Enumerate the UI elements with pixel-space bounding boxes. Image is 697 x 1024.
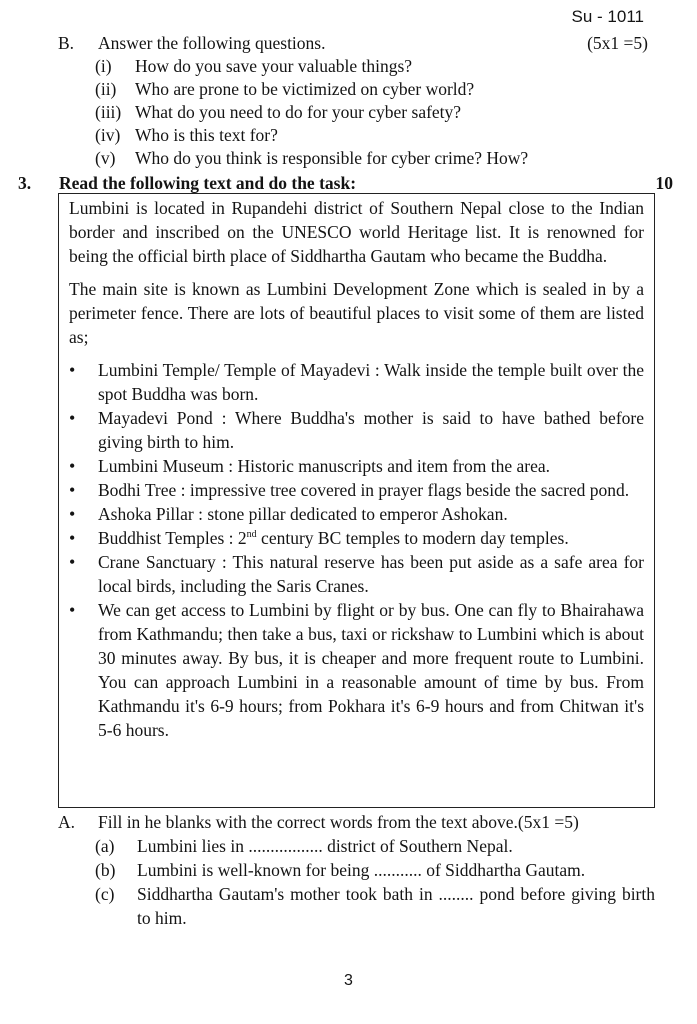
blank-item: [58, 834, 655, 858]
section-a: [58, 810, 655, 930]
section-b-label: B.: [58, 33, 75, 53]
passage-paragraph-1: Lumbini is located in Rupandehi district of Southern Nepal close to the Indian border and inscribed on the UNESCO world Heritage list. It is renowned for being the official birth place of Siddhartha Gautam who became the Buddha.: [69, 198, 644, 266]
places-list: [69, 358, 644, 742]
question-text: Who do you think is responsible for cyber crime? How?: [135, 148, 529, 168]
section-b-header: [58, 32, 648, 55]
section-b: [58, 32, 648, 170]
question-item: [58, 147, 648, 170]
section-a-instruction: Fill in he blanks with the correct words from the text above.(5x1 =5): [98, 812, 579, 832]
list-item: • Mayadevi Pond : Where Buddha's mother is said to have bathed before giving birth to him.: [98, 406, 644, 454]
section-b-marks: (5x1 =5): [587, 33, 648, 53]
list-item: • Lumbini Museum : Historic manuscripts and item from the area.: [98, 454, 644, 478]
question-3-header: [18, 172, 673, 194]
question-text: Who is this text for?: [135, 125, 278, 145]
blank-number: (c): [95, 884, 115, 904]
list-item: • Bodhi Tree : impressive tree covered in prayer flags beside the sacred pond.: [98, 478, 644, 502]
question-text: Who are prone to be victimized on cyber world?: [135, 79, 475, 99]
ordinal-suffix: nd: [246, 529, 257, 541]
list-item: • We can get access to Lumbini by flight or by bus. One can fly to Bhairahawa from Kathmandu; then take a bus, taxi or rickshaw to Lumbini which is about 30 minutes away. By bus, it is cheaper and more frequent route to Lumbini. You can approach Lumbini in a reasonable amount of time by bus. From Kathmandu it's 6-9 hours; from Pokhara it's 6-9 hours and from Chitwan it's 5-6 hours.: [98, 598, 644, 742]
question-item: [58, 78, 648, 101]
temples-text: Buddhist Temples : 2: [98, 528, 247, 548]
question-text: What do you need to do for your cyber safety?: [135, 102, 462, 122]
question-number: (i): [95, 56, 112, 76]
question-item: [58, 101, 648, 124]
question-number: (iv): [95, 125, 121, 145]
question-text: How do you save your valuable things?: [135, 56, 413, 76]
blank-text: Lumbini is well-known for being ........... of Siddhartha Gautam.: [137, 860, 586, 880]
list-item: • Crane Sanctuary : This natural reserve has been put aside as a safe area for local birds, including the Saris Cranes.: [98, 550, 644, 598]
page-number: 3: [344, 972, 353, 989]
blank-text: Lumbini lies in ................. district of Southern Nepal.: [137, 836, 513, 856]
section-a-header: [58, 810, 655, 834]
temples-text-rest: century BC temples to modern day temples.: [256, 528, 569, 548]
passage-paragraph-2: The main site is known as Lumbini Development Zone which is sealed in by a perimeter fence. There are lots of beautiful places to visit some of them are listed as;: [69, 279, 644, 347]
section-b-instruction: Answer the following questions.: [98, 33, 326, 53]
list-item: [98, 526, 644, 550]
blank-number: (a): [95, 836, 115, 856]
blank-text: Siddhartha Gautam's mother took bath in ........ pond before giving birth to him.: [137, 884, 655, 928]
question-3-title: Read the following text and do the task:: [59, 173, 357, 193]
question-3-number: 3.: [18, 173, 32, 193]
list-item: • Ashoka Pillar : stone pillar dedicated to emperor Ashokan.: [98, 502, 644, 526]
question-item: [58, 124, 648, 147]
blank-item: [58, 882, 655, 930]
paper-code: Su - 1011: [571, 7, 644, 26]
list-item: • Lumbini Temple/ Temple of Mayadevi : Walk inside the temple built over the spot Buddha was born.: [98, 358, 644, 406]
blank-number: (b): [95, 860, 116, 880]
reading-passage-box: [58, 193, 655, 808]
section-a-label: A.: [58, 812, 76, 832]
question-number: (ii): [95, 79, 117, 99]
question-3-marks: 10: [655, 173, 673, 193]
question-number: (v): [95, 148, 116, 168]
blank-item: [58, 858, 655, 882]
question-item: [58, 55, 648, 78]
question-number: (iii): [95, 102, 122, 122]
